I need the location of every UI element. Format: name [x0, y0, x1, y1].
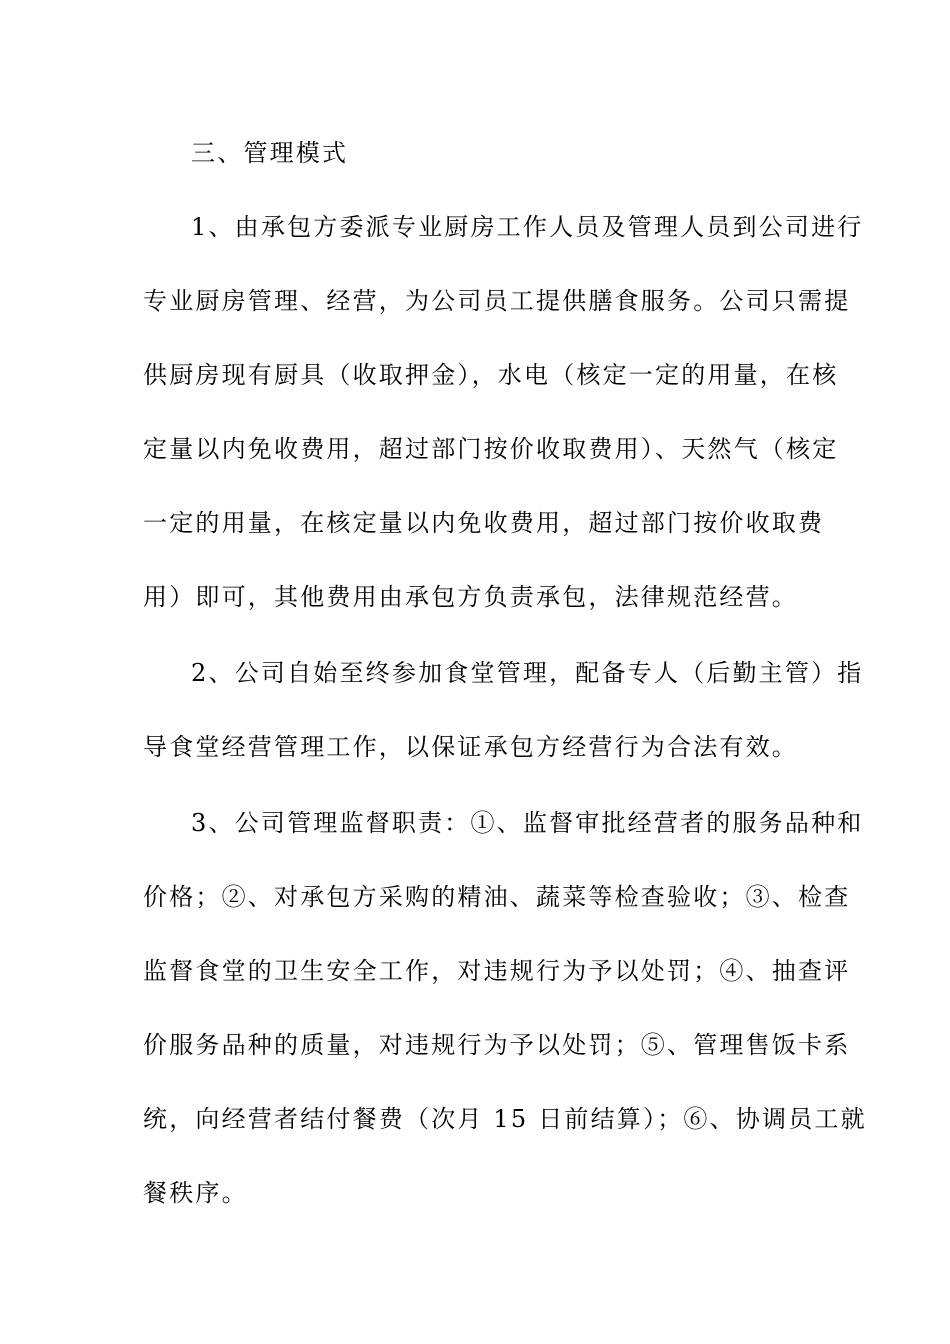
- paragraph-3-line-6: 餐秩序。: [143, 1179, 248, 1207]
- paragraph-3-line-1: 3、公司管理监督职责：①、监督审批经营者的服务品种和: [191, 809, 864, 837]
- paragraph-3-line-4: 价服务品种的质量，对违规行为予以处罚；⑤、管理售饭卡系: [143, 1031, 851, 1059]
- paragraph-3-line-3: 监督食堂的卫生安全工作，对违规行为予以处罚；④、抽查评: [143, 957, 851, 985]
- paragraph-1-line-5: 一定的用量，在核定量以内免收费用，超过部门按价收取费: [143, 509, 825, 537]
- paragraph-1-line-1: 1、由承包方委派专业厨房工作人员及管理人员到公司进行: [191, 213, 864, 241]
- section-heading: 三、管理模式: [191, 139, 349, 167]
- paragraph-2-line-2: 导食堂经营管理工作，以保证承包方经营行为合法有效。: [143, 733, 798, 761]
- paragraph-1-line-4: 定量以内免收费用，超过部门按价收取费用）、天然气（核定: [143, 435, 839, 463]
- paragraph-2-line-1: 2、公司自始至终参加食堂管理，配备专人（后勤主管）指: [191, 659, 864, 687]
- paragraph-1-line-2: 专业厨房管理、经营，为公司员工提供膳食服务。公司只需提: [143, 287, 851, 315]
- paragraph-1-line-3: 供厨房现有厨具（收取押金），水电（核定一定的用量，在核: [143, 361, 839, 389]
- paragraph-3-line-2: 价格；②、对承包方采购的精油、蔬菜等检查验收；③、检查: [143, 883, 851, 911]
- paragraph-3-line-5: 统，向经营者结付餐费（次月 15 日前结算）；⑥、协调员工就: [143, 1105, 867, 1133]
- paragraph-1-line-6: 用）即可，其他费用由承包方负责承包，法律规范经营。: [143, 583, 798, 611]
